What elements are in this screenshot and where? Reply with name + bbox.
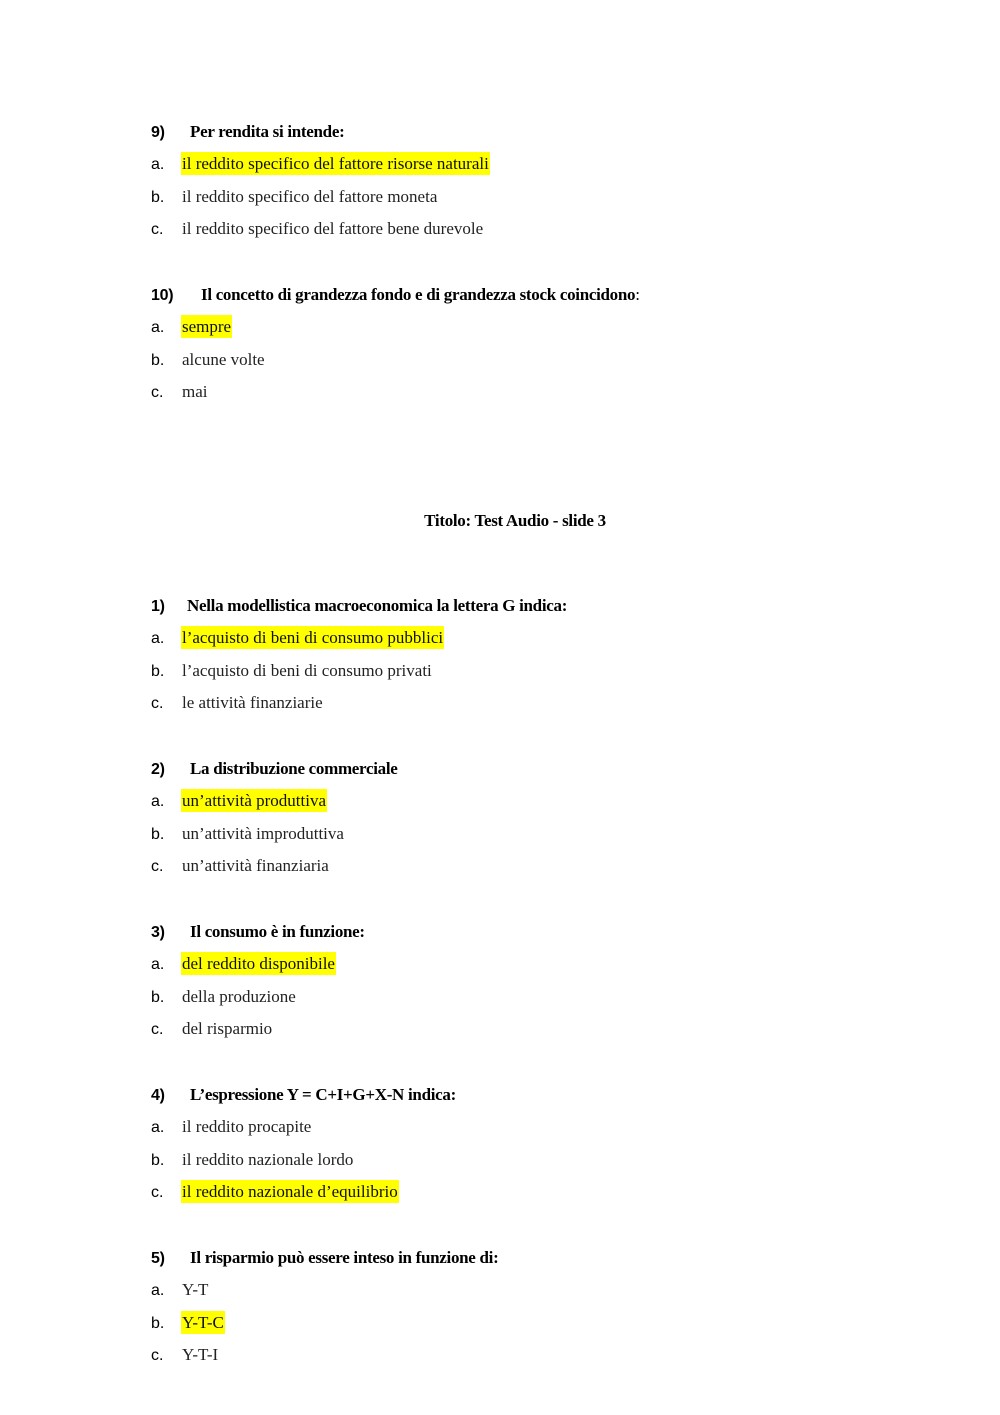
option-text-highlighted: un’attività produttiva [182, 791, 326, 810]
answer-option-a [151, 311, 851, 344]
option-text: il reddito specifico del fattore bene durevole [182, 219, 484, 239]
option-text: mai [182, 382, 208, 402]
question-text: Il concetto di grandezza fondo e di grandezza stock coincidono [201, 285, 636, 304]
question-number: 3) [151, 924, 165, 941]
option-text: l’acquisto di beni di consumo privati [182, 660, 432, 680]
question-number: 4) [151, 1087, 165, 1104]
option-letter: a. [151, 630, 165, 647]
question-number: 9) [151, 124, 165, 141]
option-letter: a. [151, 156, 165, 173]
answer-option-c [151, 850, 851, 883]
option-letter: c. [151, 221, 164, 239]
question-10 [151, 279, 851, 409]
answer-option-b [151, 1144, 851, 1177]
question-3 [151, 916, 851, 1046]
question-text: Nella modellistica macroeconomica la lettera G indica: [187, 596, 568, 615]
option-text: il reddito nazionale lordo [182, 1149, 354, 1169]
option-letter: c. [151, 384, 164, 402]
question-text: Il risparmio può essere inteso in funzione di: [190, 1248, 499, 1267]
section-title: Titolo: Test Audio - slide 3 [424, 511, 606, 530]
question-4 [151, 1079, 851, 1209]
option-letter: c. [151, 1347, 164, 1365]
answer-option-c [151, 1176, 851, 1209]
question-heading [151, 279, 851, 311]
option-letter: a. [151, 1119, 165, 1136]
option-letter: a. [151, 956, 165, 973]
question-2 [151, 753, 851, 883]
option-text: il reddito procapite [182, 1117, 312, 1136]
question-5 [151, 1242, 851, 1372]
question-number: 5) [151, 1250, 165, 1267]
option-text: Y-T-I [182, 1345, 219, 1365]
option-text: del risparmio [182, 1019, 273, 1039]
question-text: L’espressione Y = C+I+G+X-N indica: [190, 1085, 456, 1104]
question-heading [151, 753, 851, 785]
option-text: alcune volte [182, 349, 265, 369]
answer-option-c [151, 213, 851, 246]
option-text: un’attività improduttiva [182, 823, 344, 843]
question-number: 2) [151, 761, 165, 778]
question-text: La distribuzione commerciale [190, 759, 398, 778]
option-letter: b. [151, 351, 165, 369]
option-letter: a. [151, 1282, 165, 1299]
option-letter: b. [151, 988, 165, 1006]
answer-option-b [151, 655, 851, 688]
question-heading [151, 1242, 851, 1274]
answer-option-a [151, 785, 851, 818]
question-text: Per rendita si intende: [190, 122, 345, 141]
option-text: le attività finanziarie [182, 693, 323, 713]
option-text-highlighted: del reddito disponibile [182, 954, 335, 973]
option-letter: b. [151, 825, 165, 843]
option-letter: c. [151, 1184, 164, 1202]
answer-option-b [151, 344, 851, 377]
question-heading [151, 116, 851, 148]
option-letter: c. [151, 1021, 164, 1039]
question-9 [151, 116, 851, 246]
answer-option-b [151, 1307, 851, 1340]
option-letter: b. [151, 662, 165, 680]
answer-option-c [151, 1013, 851, 1046]
answer-option-c [151, 376, 851, 409]
option-letter: a. [151, 793, 165, 810]
option-text: il reddito specifico del fattore moneta [182, 186, 438, 206]
question-heading [151, 590, 851, 622]
option-text: della produzione [182, 986, 296, 1006]
answer-option-c [151, 687, 851, 720]
question-text: Il consumo è in funzione: [190, 922, 365, 941]
answer-option-b [151, 981, 851, 1014]
option-letter: c. [151, 695, 164, 713]
question-1 [151, 590, 851, 720]
answer-option-b [151, 181, 851, 214]
question-heading [151, 916, 851, 948]
question-text-suffix: : [635, 285, 640, 304]
answer-option-a [151, 148, 851, 181]
option-text: Y-T [182, 1280, 209, 1299]
question-heading [151, 1079, 851, 1111]
option-letter: b. [151, 1314, 165, 1332]
option-letter: a. [151, 319, 165, 336]
option-text-highlighted: sempre [182, 317, 232, 336]
answer-option-b [151, 818, 851, 851]
option-text-highlighted: l’acquisto di beni di consumo pubblici [182, 628, 444, 647]
option-text-highlighted: il reddito specifico del fattore risorse naturali [182, 154, 489, 173]
answer-option-a [151, 1111, 851, 1144]
question-number: 10) [151, 287, 174, 304]
option-text-highlighted: il reddito nazionale d’equilibrio [182, 1182, 398, 1202]
answer-option-a [151, 948, 851, 981]
answer-option-a [151, 1274, 851, 1307]
option-text-highlighted: Y-T-C [182, 1312, 224, 1332]
option-letter: c. [151, 858, 164, 876]
answer-option-a [151, 622, 851, 655]
option-letter: b. [151, 1151, 165, 1169]
option-text: un’attività finanziaria [182, 856, 329, 876]
answer-option-c [151, 1339, 851, 1372]
question-number: 1) [151, 598, 165, 615]
option-letter: b. [151, 188, 165, 206]
